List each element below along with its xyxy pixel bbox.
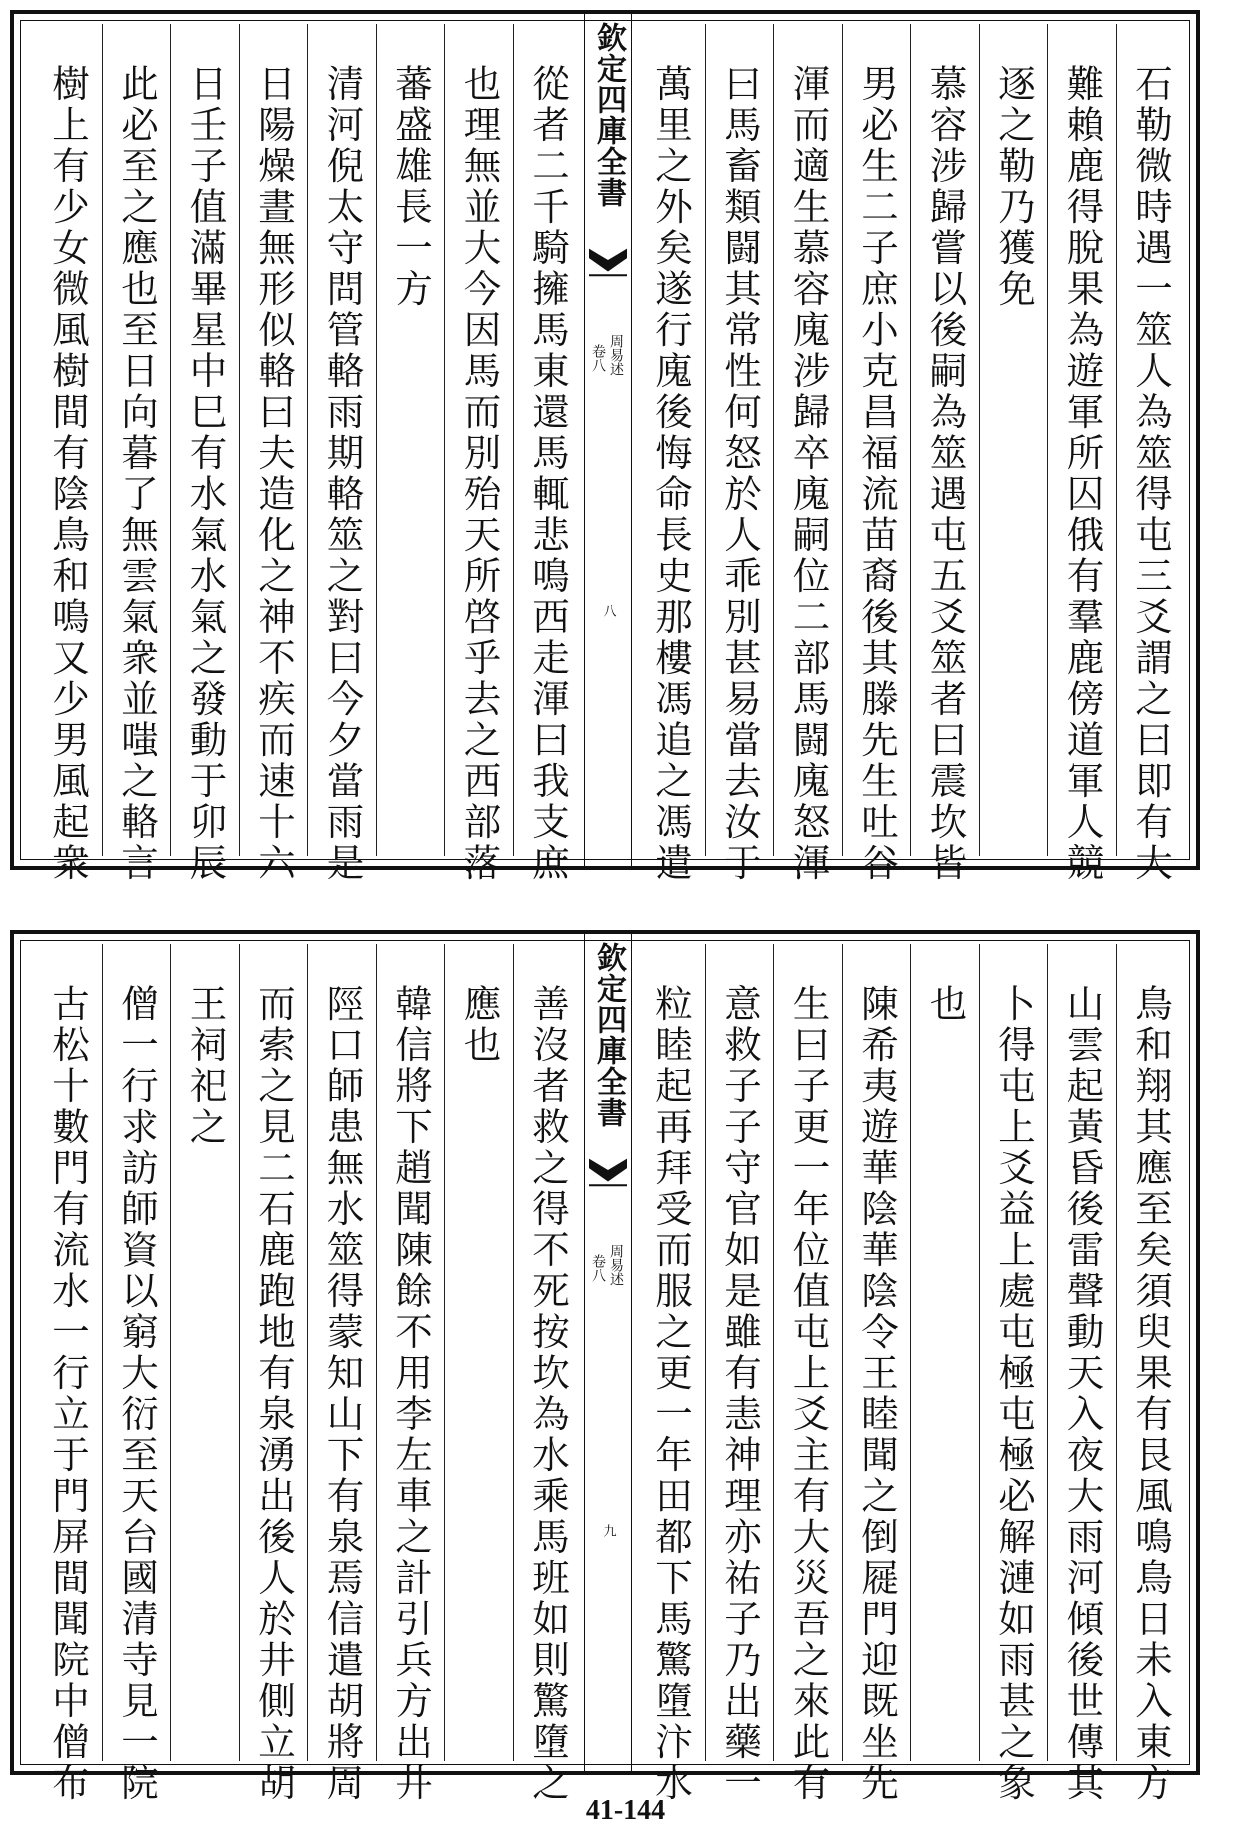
column-text: 應也	[457, 984, 502, 1066]
text-column	[636, 944, 705, 1804]
bottom-center-strip	[584, 934, 632, 1771]
bottom-left-half	[26, 944, 581, 1804]
column-text: 渾而適生慕容廆涉歸卒廆嗣位二部馬闘廆怒渾	[786, 64, 831, 884]
book-title: 欽定四庫全書	[591, 22, 626, 208]
text-column	[513, 944, 582, 1804]
text-column	[979, 944, 1048, 1804]
top-page	[10, 10, 1200, 884]
column-text: 難賴鹿得脫果為遊軍所囚俄有羣鹿傍道軍人競	[1060, 64, 1105, 884]
text-column	[170, 24, 239, 884]
text-column	[444, 944, 513, 1761]
text-column	[910, 24, 979, 884]
text-column	[842, 944, 911, 1804]
column-text: 韓信將下趙聞陳餘不用李左車之計引兵方出井	[389, 984, 433, 1804]
column-text: 日陽燥晝無形似輅曰夫造化之神不疾而速十六	[252, 64, 296, 884]
text-column	[33, 944, 102, 1804]
column-text: 從者二千騎擁馬東還馬輒悲鳴西走渾曰我支庶	[526, 64, 570, 884]
text-column	[979, 24, 1048, 856]
text-column	[1116, 24, 1185, 884]
text-column	[1047, 24, 1116, 884]
column-text: 善沒者救之得不死按坎為水乘馬班如則驚墮之	[526, 984, 570, 1804]
text-column	[705, 24, 774, 884]
sub-title: 周易述	[608, 1244, 624, 1286]
column-text: 卜得屯上爻益上處屯極屯極必解漣如雨甚之象	[992, 984, 1036, 1804]
column-text: 王祠祀之	[183, 984, 228, 1148]
text-column	[33, 24, 102, 884]
column-text: 陘口師患無水筮得蒙知山下有泉焉信遣胡將周	[320, 984, 365, 1804]
column-text: 也理無並大今因馬而別殆天所啓乎去之西部落	[457, 64, 502, 884]
sub-title: 周易述	[608, 334, 624, 376]
text-column	[102, 944, 171, 1804]
column-text: 鳥和翔其應至矣須臾果有艮風鳴鳥日未入東方	[1129, 984, 1173, 1804]
bottom-page	[10, 930, 1200, 1804]
column-text: 古松十數門有流水一行立于門屏間聞院中僧布	[46, 984, 90, 1804]
text-column	[1116, 944, 1185, 1804]
text-column	[444, 24, 513, 884]
text-column	[239, 944, 308, 1804]
column-text: 而索之見二石鹿跑地有泉湧出後人於井側立胡	[252, 984, 296, 1804]
page-number: 41-144	[585, 1795, 666, 1826]
top-right-half	[639, 24, 1184, 884]
folio-number: 九	[600, 1524, 616, 1537]
column-text: 也	[923, 984, 968, 1025]
column-text: 石勒微時遇一筮人為筮得屯三爻謂之曰即有大	[1129, 64, 1173, 884]
column-text: 僧一行求訪師資以窮大衍至天台國清寺見一院	[115, 984, 159, 1804]
column-text: 日壬子值滿畢星中巳有水氣水氣之發動于卯辰	[183, 64, 228, 884]
column-text: 生曰子更一年位值屯上爻主有大災吾之來此有	[786, 984, 831, 1804]
volume-label: 卷八	[590, 344, 606, 372]
book-title: 欽定四庫全書	[591, 942, 626, 1128]
text-column	[636, 24, 705, 884]
column-text: 曰馬畜類闘其常性何怒於人乖別甚易當去汝于	[718, 64, 762, 884]
column-text: 清河倪太守問管輅雨期輅筮之對曰今夕當雨是	[320, 64, 365, 884]
column-text: 此必至之應也至日向暮了無雲氣衆並嗤之輅言	[115, 64, 159, 884]
text-column	[773, 24, 842, 884]
fish-tail-ornament	[589, 244, 627, 278]
column-text: 意救子子守官如是雖有恚神理亦祐子乃出藥一	[718, 984, 762, 1804]
column-text: 蕃盛雄長一方	[389, 64, 433, 310]
column-text: 樹上有少女微風樹間有陰鳥和鳴又少男風起衆	[46, 64, 90, 884]
text-column	[842, 24, 911, 884]
text-column	[307, 944, 376, 1804]
text-column	[307, 24, 376, 884]
column-text: 粒睦起再拜受而服之更一年田都下馬驚墮汴水	[649, 984, 693, 1804]
column-text: 逐之勒乃獲免	[992, 64, 1036, 310]
text-column	[170, 944, 239, 1761]
column-text: 陳希夷遊華陰華陰令王睦聞之倒屣門迎既坐先	[855, 984, 899, 1804]
volume-label: 卷八	[590, 1254, 606, 1282]
text-column	[102, 24, 171, 884]
text-column	[513, 24, 582, 884]
top-left-half	[26, 24, 581, 884]
bottom-right-half	[639, 944, 1184, 1804]
column-text: 男必生二子庶小克昌福流苗裔後其滕先生吐谷	[855, 64, 899, 884]
text-column	[773, 944, 842, 1804]
top-center-strip	[584, 14, 632, 866]
column-text: 慕容涉歸嘗以後嗣為筮遇屯五爻筮者曰震坎皆	[923, 64, 968, 884]
folio-number: 八	[600, 604, 616, 617]
text-column	[376, 24, 445, 856]
text-column	[1047, 944, 1116, 1804]
text-column	[910, 944, 979, 1761]
column-text: 萬里之外矣遂行廆後悔命長史那樓馮追之馮遣	[649, 64, 693, 884]
column-text: 山雲起黃昏後雷聲動天入夜大雨河傾後世傳其	[1060, 984, 1105, 1804]
text-column	[705, 944, 774, 1804]
text-column	[239, 24, 308, 884]
text-column	[376, 944, 445, 1804]
fish-tail-ornament	[589, 1154, 627, 1188]
